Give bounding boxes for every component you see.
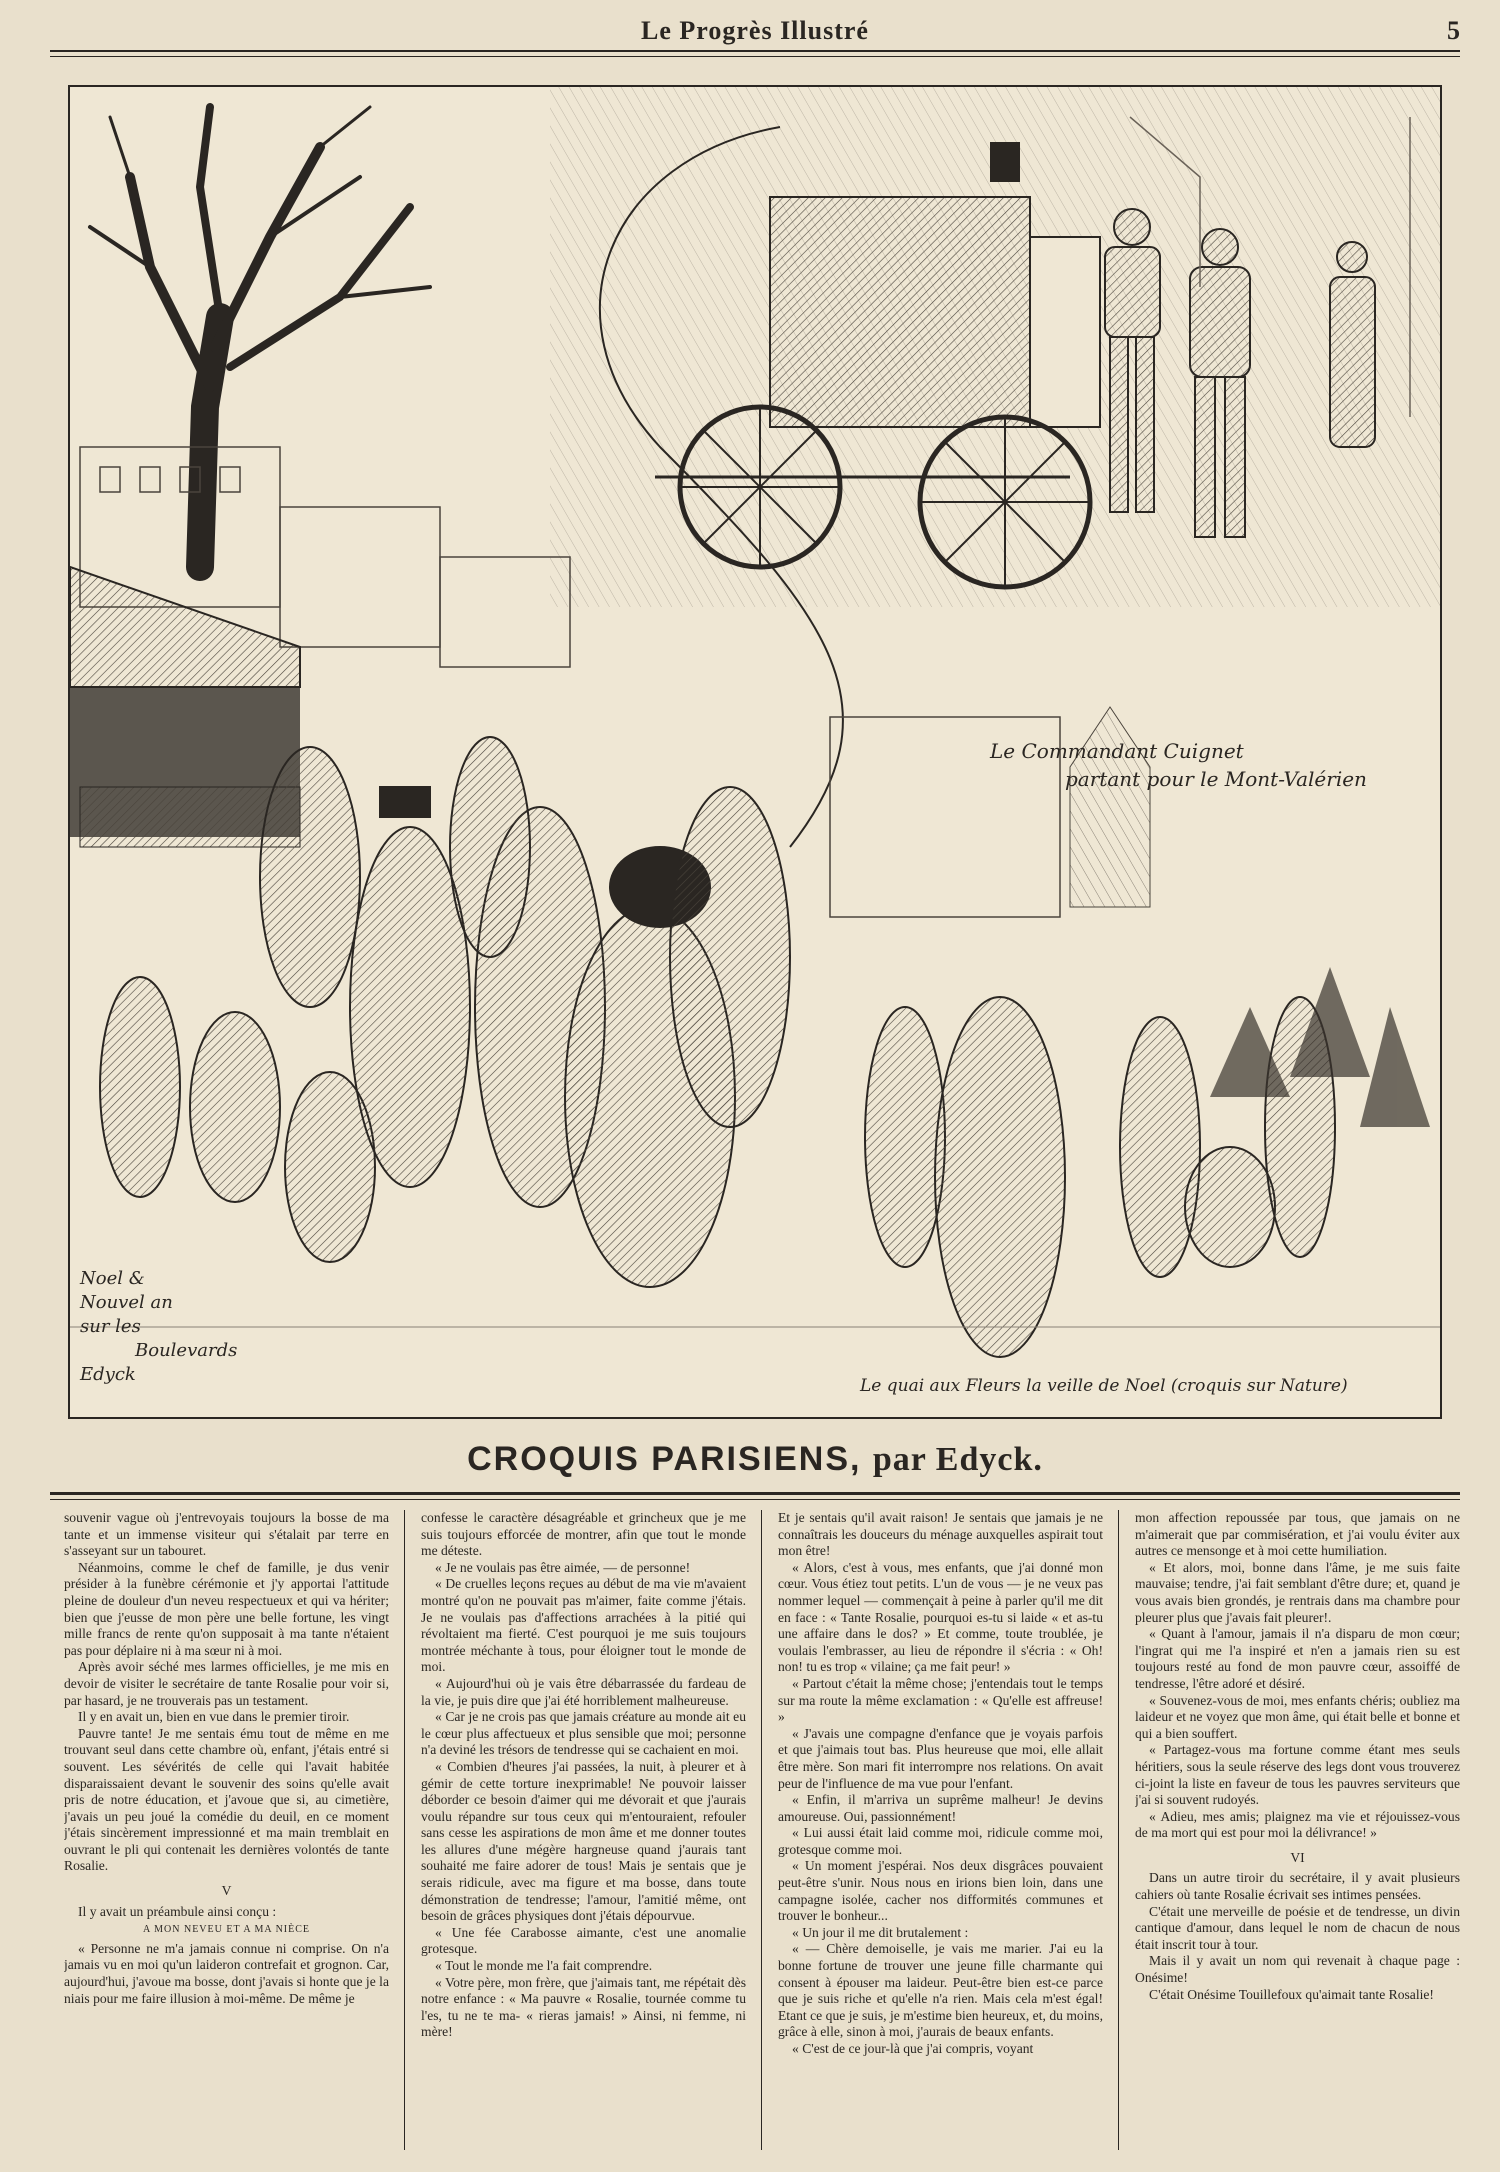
text-column-1 [64,1510,389,2160]
letter-salutation: A MON NEVEU ET A MA NIÈCE [142,1924,311,1936]
column-divider [1118,1510,1119,2150]
text-column-4 [1135,1510,1460,2160]
article-paragraph: mon affection repoussée par tous, que jamais on ne m'aimerait que par commisération, et j'ai voulu éviter aux autres ce mensonge et à moi cette humiliation. [1135,1510,1460,1559]
article-paragraph: « Personne ne m'a jamais connue ni comprise. On n'a jamais vu en moi qu'un laideron contrefait et grognon. Car, aujourd'hui, j'avoue ma bosse, dont j'avais si honte que je la niais pour me faire illusion à moi-même. De même je [64,1940,389,2006]
article-paragraph: « Lui aussi était laid comme moi, ridicule comme moi, grotesque comme moi. [778,1825,1103,1857]
article-paragraph: « Un jour il me dit brutalement : [792,1924,969,1940]
article-paragraph: « Et alors, moi, bonne dans l'âme, je me suis faite mauvaise; tendre, j'ai fait semblant d'être dure; et, quand je vous avais bien grondés, je rentrais dans ma chambre pour pleurer plus que j'avais fait pleurer!. [1135,1559,1460,1625]
article-paragraph: « — Chère demoiselle, je vais me marier. J'ai eu la bonne fortune de trouver une jeune fille charmante qui consent à épouser ma laideur. Peut-être bien est-ce parce que je suis riche et qu'elle n'a rien. Mais cela m'est égal! Etant ce que je suis, je m'estime bien heureux, et, du moins, grâce à elle, sinon à moi, j'aurais de beaux enfants. [778,1941,1103,2040]
caption-noel-boulevards: Noel & Nouvel an sur les Boulevards Edyck [80,1268,238,1385]
headline-rule-thick [50,1492,1460,1495]
article-paragraph: « J'avais une compagne d'enfance que je voyais parfois et que j'aimais tout bas. Plus heureuse que moi, elle allait être mère. Son mari fit interrompre nos relations. On avait peur de l'influence de ma vue pour l'enfant. [778,1725,1103,1791]
article-paragraph: Pauvre tante! Je me sentais ému tout de même en me trouvant seul dans cette chambre où, enfant, j'étais entré si souvent. Les sévérités de celle qui l'avait habitée disparaissaient devant le souvenir des soins qu'elle avait pris de notre éducation, et j'avoue que si, au cimetière, j'avais un peu joué la comédie du deuil, en ce moment j'étais sincèrement impressionné et ma main tremblait en ouvrant le pli qui contenait les dernières volontés de tante Rosalie. [64,1725,389,1874]
article-headline [50,1440,1460,1479]
masthead [50,12,1460,62]
article-paragraph: « Car je ne crois pas que jamais créature au monde ait eu le cœur plus affectueux et plus sensible que moi; personne n'a deviné les trésors de tendresse qui se cachaient en moi. [421,1709,746,1758]
article-paragraph: Il y en avait un, bien en vue dans le premier tiroir. [78,1709,350,1725]
article-paragraph: souvenir vague où j'entrevoyais toujours la bosse de ma tante et un immense visiteur qui s'étalait par terre en s'asseyant sur un tabouret. [64,1510,389,1559]
article-paragraph: « Combien d'heures j'ai passées, la nuit, à pleurer et à gémir de cette torture inexprimable! Ne pouvoir laisser déborder ce besoin d'aimer qui me dévorait et que j'aurais voulu répandre sur tous ceux qui m'entouraient, refouler sans cesse les aspirations de mon âme et me donner toutes les allures d'une mégère hargneuse quand j'aurais tant souhaité me faire adorer de tous! Mais je sentais que je serais ridicule, avec ma figure et ma bosse, dans toute démonstration de tendresse; l'amour, l'amitié même, ont besoin de grâces physiques dont j'étais dépourvue. [421,1758,746,1924]
flower-market-drawing [830,707,1430,1357]
article-paragraph: « Adieu, mes amis; plaignez ma vie et réjouissez-vous de ma mort qui est pour moi la délivrance! » [1135,1808,1460,1841]
article-paragraph: « Une fée Carabosse aimante, c'est une anomalie grotesque. [421,1924,746,1957]
section-number: VI [1290,1849,1305,1865]
engraving-illustration [68,85,1442,1419]
article-paragraph: « Je ne voulais pas être aimée, — de personne! [435,1559,691,1575]
article-paragraph: « Partagez-vous ma fortune comme étant mes seuls héritiers, sous la seule réserve des legs dont vous trouverez ci-joint la liste en faveur de tous les pauvres serviteurs que j'ai si souvent rudoyés. [1135,1742,1460,1808]
headline-title: CROQUIS PARISIENS, [467,1440,862,1478]
artist-signature: Edyck [80,1364,136,1385]
article-paragraph: Néanmoins, comme le chef de famille, je dus venir présider à la funèbre cérémonie et j'y apportai l'attitude pleine de douleur d'un neveu respectueux et qui va hériter; bien que j'eusse de mon père une belle fortune, les vingt mille francs de rente qu'on supposait à ma tante n'étaient pas pour déplaire ni à ma sœur ni à moi. [64,1559,389,1658]
page-number: 5 [1447,16,1460,45]
article-paragraph: « Alors, c'est à vous, mes enfants, que j'ai donné mon cœur. Vous étiez tout petits. L'un de vous — je ne veux pas nommer lequel — commençait à peine à parler qu'il me dit en face : « Tante Rosalie, pourquoi es-tu si laide « et as-tu une affaire dans le dos? » Et comme, toute troublée, je voulais l'embrasser, au lieu de répondre il s'écria : « Oh! non! tu es trop « vilaine; ça me fait peur! » [778,1559,1103,1675]
bare-tree-drawing [90,107,430,567]
column-divider [404,1510,405,2150]
article-paragraph: Et je sentais qu'il avait raison! Je sentais que jamais je ne connaîtrais les douceurs du ménage auxquelles aspirait tout mon être! [778,1510,1103,1559]
article-paragraph: « Un moment j'espérai. Nos deux disgrâces pouvaient peut-être s'unir. Nous nous en irions bien loin, dans une campagne isolée, cacher nos difformités communes et trouver le bonheur... [778,1858,1103,1924]
article-paragraph: « Quant à l'amour, jamais il n'a disparu de mon cœur; l'ingrat qui me l'a inspiré et n'en a jamais rien su est toujours resté au fond de mon pauvre cœur, assoiffé de tendresse, l'être adoré et désiré. [1135,1626,1460,1691]
masthead-rule-top [50,50,1460,52]
article-paragraph: « Partout c'était la même chose; j'entendais tout le temps sur ma route la même exclamation : « Qu'elle est affreuse! » [778,1675,1103,1725]
article-paragraph: « C'est de ce jour-là que j'ai compris, voyant [792,2041,1034,2056]
article-paragraph: Mais il y avait un nom qui revenait à chaque page : Onésime! [1135,1953,1460,1986]
article-paragraph: Après avoir séché mes larmes officielles, je me mis en devoir de visiter le secrétaire de tante Rosalie pour voir si, par hasard, je ne trouverais pas un testament. [64,1659,389,1708]
text-column-3 [778,1510,1103,2160]
column-divider [761,1510,762,2150]
article-paragraph: « Enfin, il m'arriva un suprême malheur! Je devins amoureuse. Oui, passionnément! [778,1792,1103,1824]
article-paragraph: C'était Onésime Touillefoux qu'aimait tante Rosalie! [1149,1986,1434,2002]
section-number: V [221,1883,232,1899]
article-paragraph: « Votre père, mon frère, que j'aimais tant, me répétait dès notre enfance : « Ma pauvre « Rosalie, tournée comme tu l'es, tu ne te ma- « rieras jamais! » Ainsi, ni femme, ni mère! [421,1974,746,2040]
article-paragraph: Il y avait un préambule ainsi conçu : [78,1903,277,1919]
masthead-rule-bottom [50,56,1460,57]
market-stall-drawing [70,567,300,847]
article-paragraph: Dans un autre tiroir du secrétaire, il y avait plusieurs cahiers où tante Rosalie écrivait ses intimes pensées. [1135,1870,1460,1903]
caption-cuignet: Le Commandant Cuignet partant pour le Mont-Valérien [990,739,1367,791]
text-column-2 [421,1510,746,2160]
newspaper-title: Le Progrès Illustré [641,16,869,45]
headline-byline: par Edyck. [872,1441,1043,1478]
caption-quai-aux-fleurs: Le quai aux Fleurs la veille de Noel (croquis sur Nature) [860,1376,1348,1396]
article-paragraph: C'était une merveille de poésie et de tendresse, un divin cantique d'amour, dans lequel le nom de chacun de nous était inscrit tour à tour. [1135,1903,1460,1952]
article-paragraph: « Tout le monde me l'a fait comprendre. [435,1958,653,1974]
article-columns [64,1510,1460,2160]
article-paragraph: confesse le caractère désagréable et grincheux que je me suis toujours efforcée de montrer, afin que tout le monde me déteste. [421,1510,746,1559]
headline-rule-thin [50,1499,1460,1500]
article-paragraph: « De cruelles leçons reçues au début de ma vie m'avaient montré qu'on ne pouvait pas m'aimer, faite comme j'étais. Je ne voulais pas d'affections arrachées à la pitié qui révoltaient ma fierté. C'est pourquoi je me suis toujours montrée méchante à tous, pour éloigner tout le monde de moi. [421,1576,746,1675]
article-paragraph: « Souvenez-vous de moi, mes enfants chéris; oubliez ma laideur et ne voyez que mon âme, qui était belle et bonne et qui a bien souffert. [1135,1692,1460,1741]
article-paragraph: « Aujourd'hui où je vais être débarrassée du fardeau de la vie, je puis dire que j'ai été horriblement malheureuse. [421,1675,746,1708]
